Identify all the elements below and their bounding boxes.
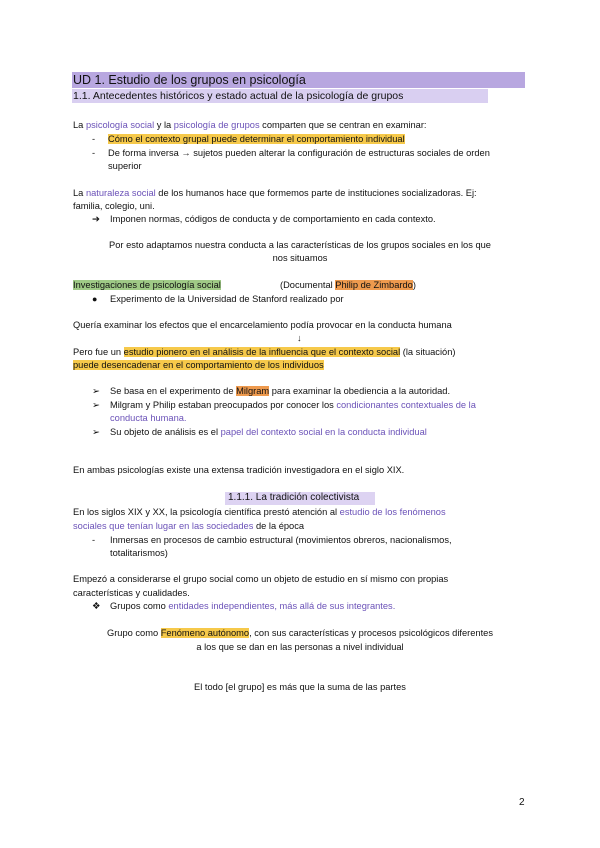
- p2-line2: familia, colegio, uni.: [73, 201, 155, 211]
- inv-bullet1: Experimento de la Universidad de Stanford realizado por: [110, 294, 344, 304]
- down-arrow-icon: ↓: [297, 333, 302, 343]
- heading2: 1.1. Antecedentes históricos y estado actual de la psicología de grupos: [73, 90, 404, 102]
- p1-bullet1-marker: -: [92, 134, 96, 144]
- list2-item2-line1: Milgram y Philip estaban preocupados por conocer los condicionantes contextuales de la: [110, 400, 476, 410]
- p1-bullet1: Cómo el contexto grupal puede determinar el comportamiento individual: [108, 134, 405, 144]
- pero-line1: Pero fue un estudio pionero en el análisis de la influencia que el contexto social (la situación): [73, 347, 456, 357]
- bullet-icon: ●: [92, 294, 98, 304]
- term-psicologia-grupos: psicología de grupos: [173, 120, 260, 130]
- list2-item2-line2: conducta humana.: [110, 413, 187, 423]
- siglos-sub2: totalitarismos): [110, 548, 168, 558]
- siglos-marker: -: [92, 535, 96, 545]
- diamond-icon: ❖: [92, 601, 101, 611]
- p1-bullet2-marker: -: [92, 148, 96, 158]
- p2-line1: La naturaleza social de los humanos hace que formemos parte de instituciones socializadoras. Ej:: [73, 188, 477, 198]
- arrowhead-icon: ➢: [92, 400, 100, 410]
- siglos-line2: sociales que tenían lugar en las sociedades de la época: [73, 521, 305, 531]
- grupo-line1: Grupo como Fenómeno autónomo, con sus características y procesos psicológicos diferentes: [106, 628, 494, 638]
- heading1: UD 1. Estudio de los grupos en psicología: [73, 73, 306, 87]
- empezo-line2: características y cualidades.: [73, 588, 190, 598]
- p1-bullet2-line2: superior: [108, 161, 142, 171]
- ambas-text: En ambas psicologías existe una extensa tradición investigadora en el siglo XIX.: [73, 465, 405, 475]
- empezo-line1: Empezó a considerarse el grupo social como un objeto de estudio en sí mismo con propias: [73, 574, 449, 584]
- page-number: 2: [519, 797, 525, 808]
- milgram-name: Milgram: [236, 386, 270, 396]
- term-naturaleza-social: naturaleza social: [85, 188, 156, 198]
- siglos-sub1: Inmersas en procesos de cambio estructural (movimientos obreros, nacionalismos,: [110, 535, 452, 545]
- center1-line1: Por esto adaptamos nuestra conducta a las características de los grupos sociales en los que: [109, 240, 491, 250]
- p1-intro: La psicología social y la psicología de grupos comparten que se centran en examinar:: [73, 120, 427, 130]
- zimbardo-name: Philip de Zimbardo: [335, 280, 413, 290]
- list2-item3: Su objeto de análisis es el papel del contexto social en la conducta individual: [110, 427, 427, 437]
- siglos-line1: En los siglos XIX y XX, la psicología científica prestó atención al estudio de los fenómenos: [73, 507, 446, 517]
- heading3: 1.1.1. La tradición colectivista: [228, 492, 360, 503]
- list2-item1: Se basa en el experimento de Milgram para examinar la obediencia a la autoridad.: [110, 386, 451, 396]
- arrowhead-icon: ➢: [92, 427, 100, 437]
- arrow-icon: ➔: [92, 214, 100, 224]
- todo-text: El todo [el grupo] es más que la suma de las partes: [194, 682, 406, 692]
- inv-documental: (Documental Philip de Zimbardo): [280, 280, 416, 290]
- arrowhead-icon: ➢: [92, 386, 100, 396]
- grupo-line2: a los que se dan en las personas a nivel individual: [196, 642, 404, 652]
- pero-line2: puede desencadenar en el comportamiento de los individuos: [73, 360, 324, 370]
- term-psicologia-social: psicología social: [85, 120, 155, 130]
- inv-label: Investigaciones de psicología social: [73, 280, 221, 290]
- quiso-text: Quería examinar los efectos que el encarcelamiento podía provocar en la conducta humana: [73, 320, 452, 330]
- center1-line2: nos situamos: [272, 253, 328, 263]
- empezo-sub: Grupos como entidades independientes, más allá de sus integrantes.: [110, 601, 396, 611]
- p2-sub: Imponen normas, códigos de conducta y de comportamiento en cada contexto.: [110, 214, 436, 224]
- p1-bullet2-line1: De forma inversa → sujetos pueden alterar la configuración de estructuras sociales de orden: [108, 148, 490, 158]
